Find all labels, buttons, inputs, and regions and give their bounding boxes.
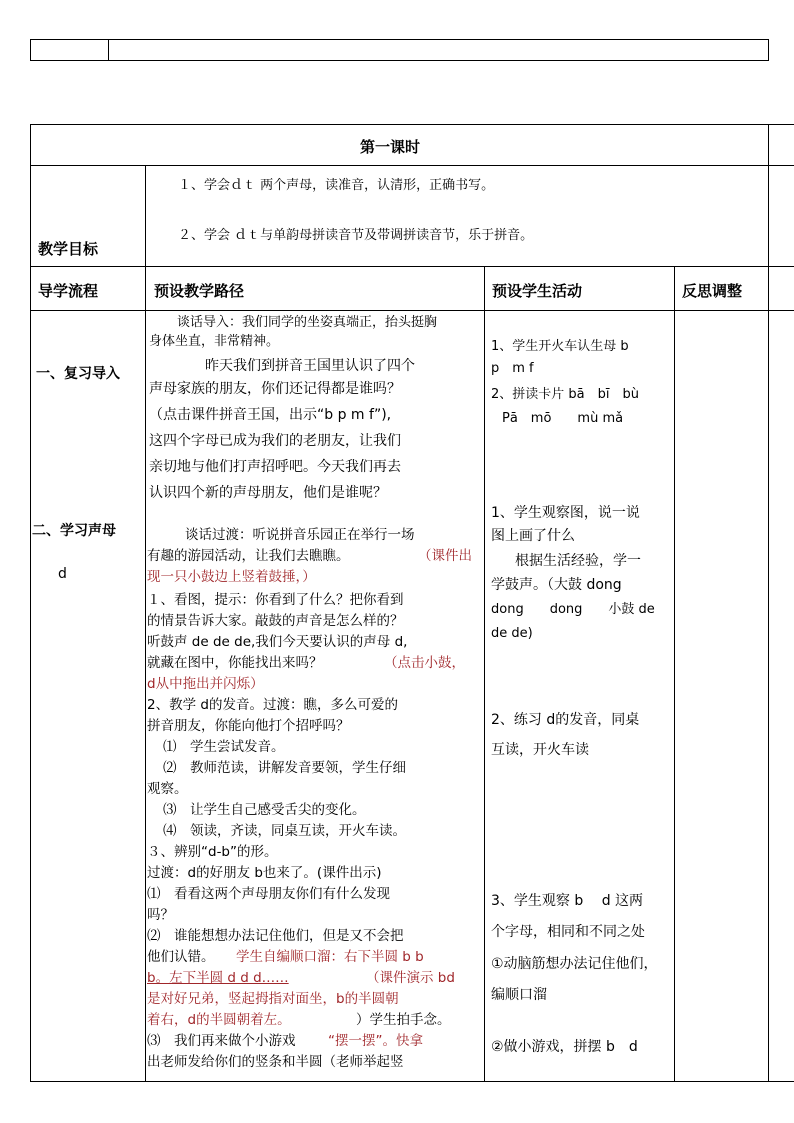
student-line: 编顺口溜 — [491, 987, 547, 1003]
lesson-title: 第一课时 — [360, 138, 421, 156]
student-line: 互读，开火车读 — [491, 742, 589, 758]
path-line: 声母家族的朋友，你们还记得都是谁吗？ — [149, 381, 401, 397]
top-box-top — [30, 39, 769, 40]
top-box-left — [30, 39, 31, 61]
table-left-border — [30, 124, 31, 1082]
path-line: ）学生拍手念。 — [356, 1012, 451, 1028]
column-divider-3 — [674, 266, 675, 1082]
student-line: 2、练习 d的发音，同桌 — [491, 712, 640, 728]
path-line: 亲切地与他们打声招呼吧。今天我们再去 — [149, 459, 401, 475]
flow-step-learn-sub: d — [58, 566, 67, 582]
student-line: ①动脑筋想办法记住他们， — [491, 956, 658, 972]
path-line: ３、辨别“d-b”的形。 — [147, 844, 278, 860]
path-line-note: 学生自编顺口溜：右下半圆 b b — [236, 949, 424, 965]
column-header-path: 预设教学路径 — [154, 282, 245, 300]
path-line-note: （课件出 — [418, 548, 472, 564]
path-line: ⑷ 领读，齐读，同桌互读，开火车读。 — [163, 823, 406, 839]
student-line: 图上画了什么 — [491, 528, 575, 544]
path-line-note: 是对好兄弟，竖起拇指对面坐，b的半圆朝 — [147, 991, 399, 1007]
student-line: de de) — [491, 626, 533, 641]
path-line: ⑵ 教师范读，讲解发音要领，学生仔细 — [163, 760, 406, 776]
path-line: 有趣的游园活动，让我们去瞧瞧。 — [147, 548, 350, 564]
flow-step-review: 一、复习导入 — [36, 366, 120, 382]
goals-label: 教学目标 — [38, 240, 99, 258]
path-line: １、看图，提示：你看到了什么？把你看到 — [147, 592, 404, 608]
path-line: 听鼓声 de de de,我们今天要认识的声母 d, — [147, 634, 408, 650]
student-line: ②做小游戏，拼摆 b d — [491, 1039, 638, 1055]
path-line: 谈话导入：我们同学的坐姿真端正，抬头挺胸 — [177, 315, 438, 330]
path-line: （点击课件拼音王国，出示“b p m f”), — [149, 407, 392, 423]
top-box-divider — [108, 39, 109, 61]
student-line: p m f — [491, 361, 534, 376]
top-box-right — [768, 39, 769, 61]
top-box-bottom — [30, 60, 769, 61]
path-line: ⑶ 让学生自己感受舌尖的变化。 — [163, 802, 366, 818]
flow-step-learn: 二、学习声母 — [32, 523, 116, 539]
column-divider-1 — [145, 165, 146, 1082]
path-line: 谈话过渡：听说拼音乐园正在举行一场 — [185, 527, 415, 543]
path-line: 的情景告诉大家。敲鼓的声音是怎么样的？ — [147, 613, 404, 629]
path-line-note: b。左下半圆 d d d…… — [147, 970, 289, 986]
path-line-note: （点击小鼓， — [384, 655, 465, 671]
path-line: ⑶ 我们再来做个小游戏 — [147, 1033, 296, 1049]
student-line: dong dong 小鼓 de — [491, 602, 655, 617]
path-line: 观察。 — [147, 781, 188, 797]
student-line: 3、学生观察 b d 这两 — [491, 893, 644, 909]
path-line: 过渡：d的好朋友 b也来了。(课件出示) — [147, 865, 382, 881]
student-line: 1、学生观察图，说一说 — [491, 505, 640, 521]
path-line: 这四个字母已成为我们的老朋友，让我们 — [149, 433, 401, 449]
path-line: ⑵ 谁能想想办法记住他们，但是又不会把 — [147, 928, 404, 944]
path-line: 昨天我们到拼音王国里认识了四个 — [205, 358, 415, 374]
path-line: ⑴ 学生尝试发音。 — [163, 739, 285, 755]
path-line-note: （课件演示 bd — [366, 970, 455, 986]
path-line: 出老师发给你们的竖条和半圆（老师举起竖 — [147, 1054, 404, 1070]
path-line-note: 着右，d的半圆朝着左。 — [147, 1012, 291, 1028]
student-line: 个字母，相同和不同之处 — [491, 924, 645, 940]
student-line: 1、学生开火车认生母 b — [491, 339, 629, 354]
path-line: 他们认错。 — [147, 949, 215, 965]
student-line: 学鼓声。（大鼓 dong — [491, 577, 622, 593]
path-line: 拼音朋友，你能向他打个招呼吗？ — [147, 718, 350, 734]
path-line: ⑴ 看看这两个声母朋友你们有什么发现 — [147, 886, 390, 902]
student-line: Pā mō mù mǎ — [502, 411, 624, 426]
path-line-note: 现一只小鼓边上竖着鼓捶，） — [147, 569, 316, 585]
table-right-border — [768, 124, 769, 1082]
path-line-note: d从中拖出并闪烁） — [147, 676, 264, 692]
path-line: 吗？ — [147, 907, 174, 923]
column-divider-2 — [484, 266, 485, 1082]
column-header-flow: 导学流程 — [38, 282, 99, 300]
path-line-note: “摆一摆”。快拿 — [328, 1033, 423, 1049]
student-line: 2、拼读卡片 bā bī bù — [491, 387, 639, 402]
path-line: 就藏在图中，你能找出来吗？ — [147, 655, 323, 671]
path-line: 认识四个新的声母朋友，他们是谁呢？ — [149, 485, 387, 501]
goal-item-2: ２、学会 ｄｔ与单韵母拼读音节及带调拼读音节，乐于拼音。 — [178, 228, 534, 243]
table-top-border — [30, 124, 794, 125]
column-header-student: 预设学生活动 — [492, 282, 583, 300]
student-line: 根据生活经验，学一 — [515, 553, 641, 569]
column-header-reflect: 反思调整 — [682, 282, 743, 300]
goal-item-1: １、学会ｄｔ 两个声母，读准音，认清形，正确书写。 — [178, 178, 495, 193]
path-line: 身体坐直，非常精神。 — [149, 334, 280, 349]
path-line: 2、教学 d的发音。过渡：瞧，多么可爱的 — [147, 697, 398, 713]
